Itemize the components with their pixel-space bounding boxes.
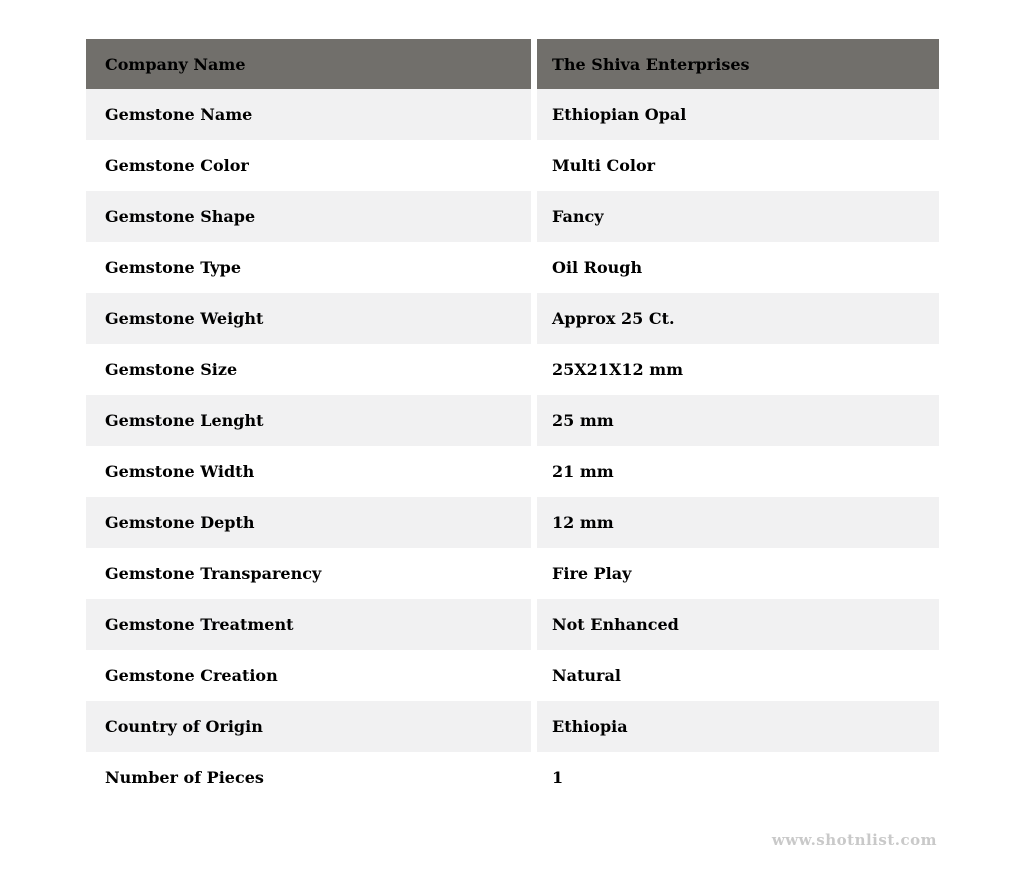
row-label: Gemstone Width — [86, 446, 531, 497]
table-row — [86, 548, 939, 599]
table-row — [86, 701, 939, 752]
header-label-cell: Company Name — [86, 39, 531, 89]
table-row — [86, 497, 939, 548]
header-value-cell: The Shiva Enterprises — [537, 39, 939, 89]
row-label: Gemstone Lenght — [86, 395, 531, 446]
table-row — [86, 344, 939, 395]
row-value: 1 — [537, 752, 939, 803]
table-row — [86, 242, 939, 293]
row-label: Gemstone Weight — [86, 293, 531, 344]
row-label: Gemstone Transparency — [86, 548, 531, 599]
table-row — [86, 89, 939, 140]
row-value: Fancy — [537, 191, 939, 242]
row-value: 25X21X12 mm — [537, 344, 939, 395]
table-row — [86, 191, 939, 242]
row-value: 12 mm — [537, 497, 939, 548]
table-row — [86, 446, 939, 497]
table-row — [86, 395, 939, 446]
row-label: Gemstone Treatment — [86, 599, 531, 650]
table-row — [86, 650, 939, 701]
row-value: Natural — [537, 650, 939, 701]
row-label: Number of Pieces — [86, 752, 531, 803]
table-header-row — [86, 39, 939, 89]
row-label: Gemstone Depth — [86, 497, 531, 548]
table-row — [86, 752, 939, 803]
row-label: Gemstone Creation — [86, 650, 531, 701]
row-label: Gemstone Shape — [86, 191, 531, 242]
row-label: Gemstone Type — [86, 242, 531, 293]
row-value: 25 mm — [537, 395, 939, 446]
row-value: 21 mm — [537, 446, 939, 497]
row-label: Gemstone Size — [86, 344, 531, 395]
gemstone-spec-table — [86, 39, 939, 803]
row-value: Not Enhanced — [537, 599, 939, 650]
row-value: Fire Play — [537, 548, 939, 599]
row-value: Ethiopian Opal — [537, 89, 939, 140]
watermark-text: www.shotnlist.com — [771, 831, 937, 849]
row-value: Approx 25 Ct. — [537, 293, 939, 344]
row-value: Multi Color — [537, 140, 939, 191]
row-value: Ethiopia — [537, 701, 939, 752]
row-label: Gemstone Name — [86, 89, 531, 140]
table-row — [86, 140, 939, 191]
row-label: Gemstone Color — [86, 140, 531, 191]
table-row — [86, 599, 939, 650]
row-label: Country of Origin — [86, 701, 531, 752]
row-value: Oil Rough — [537, 242, 939, 293]
table-row — [86, 293, 939, 344]
